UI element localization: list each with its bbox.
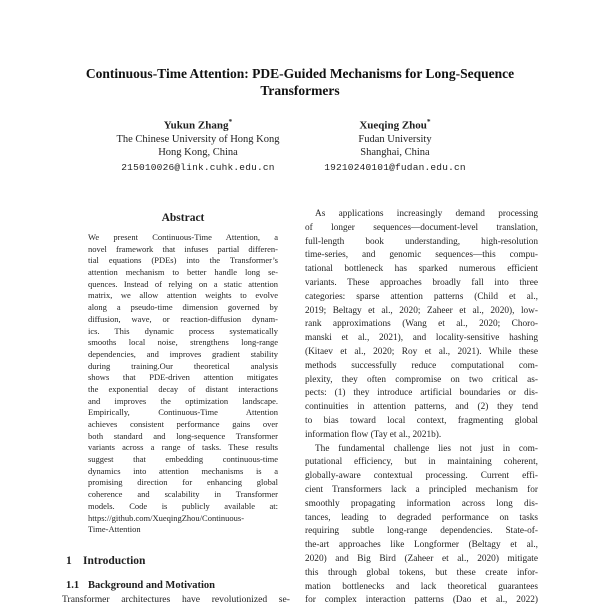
- text-line: along a pseudo-time dimension governed by: [88, 302, 278, 313]
- text-line: coherence and scalability in Transformer: [88, 489, 278, 500]
- text-line: information flow (Tay et al., 2021b).: [305, 429, 442, 440]
- author-name: [275, 115, 515, 133]
- text-line: and improves the optimization landscape.: [88, 395, 278, 406]
- text-line: achieves consistent performance gains over: [88, 419, 278, 429]
- author-name-text: Xueqing Zhou: [359, 119, 427, 132]
- text-line: diffusion, wave, or reaction-diffusion dynam-: [88, 313, 278, 324]
- text-line: categories: sparse attention patterns (Child et al.,: [305, 291, 538, 302]
- text-line: tances, leading to degraded performance on tasks: [305, 512, 538, 523]
- paper-title-line-2: Transformers: [260, 83, 340, 98]
- text-line: promising direction for enhancing global: [88, 477, 278, 488]
- text-line: suggest that embedding continuous-time: [88, 454, 278, 465]
- text-line: smoothly propagating information across long dis-: [305, 498, 538, 509]
- paragraph: [88, 232, 278, 536]
- text-line: variants. These approaches broadly fall into three: [305, 277, 538, 288]
- paragraph: [305, 443, 538, 608]
- text-line: https://github.com/XueqingZhou/Continuous-: [88, 512, 245, 523]
- text-line: for complex interaction patterns (Dao et al., 2022): [305, 595, 538, 606]
- text-line: matrix, we allow attention weights to evolve: [88, 290, 278, 301]
- text-line: models. Code is publicly available at:: [88, 500, 278, 511]
- text-line: rank approximations (Wang et al., 2020; Choro-: [305, 319, 538, 330]
- text-line: 2019; Beltagy et al., 2020; Zaheer et al., 2020), low-: [305, 305, 538, 316]
- author-email: 19210240101@fudan.edu.cn: [324, 161, 466, 173]
- paragraph: [305, 208, 538, 443]
- text-line: dynamics into attention mechanisms is a: [88, 465, 278, 476]
- text-line: to bias toward local context, fragmenting global: [305, 415, 538, 426]
- section-title: Introduction: [83, 554, 146, 567]
- text-line: dependencies, and improves gradient stability: [88, 348, 278, 359]
- text-line: pects: (1) they introduce artificial boundaries or dis-: [305, 388, 538, 399]
- subsection-number: 1.1: [66, 579, 80, 591]
- author-block-2: [275, 115, 515, 175]
- text-line: putational efficiency, but in maintaining coherent,: [305, 457, 538, 468]
- text-line: novel framework that infuses partial differen-: [88, 243, 278, 254]
- abstract-body: [88, 232, 278, 536]
- text-line: full-length book understanding, high-resolution: [305, 236, 538, 247]
- text-line: tational bottleneck has sparked numerous efficient: [305, 264, 538, 275]
- text-line: cient Transformers lack a principled mechanism for: [305, 484, 538, 495]
- text-line: plexity, they often compromise on two critical as-: [305, 374, 538, 385]
- text-line: Empirically, Continuous-Time Attention: [88, 407, 278, 418]
- text-line: requiring subtle long-range dependencies. State-of-: [305, 526, 538, 537]
- author-affiliation: The Chinese University of Hong Kong: [116, 133, 280, 145]
- text-line: As applications increasingly demand processing: [315, 209, 538, 219]
- section-number: 1: [66, 554, 72, 567]
- text-line: We present Continuous-Time Attention, a: [88, 232, 278, 242]
- text-line: manski et al., 2021), and locality-sensitive hashing: [305, 333, 538, 344]
- text-line: tial equations (PDEs) into the Transformer’s: [88, 255, 278, 266]
- right-column: [305, 208, 538, 608]
- text-line: 2020) and Big Bird (Zaheer et al., 2020) mitigate: [305, 553, 538, 564]
- author-affiliation: Fudan University: [358, 133, 432, 145]
- paper-title: [0, 65, 600, 99]
- left-column: [62, 211, 290, 607]
- author-footnote-mark: *: [228, 117, 233, 126]
- text-line: smooths local noise, strengthens long-range: [88, 337, 278, 348]
- text-line: Time-Attention: [88, 524, 141, 535]
- text-line: during training.Our theoretical analysis: [88, 360, 278, 371]
- text-line: variants across a range of tasks. These results: [88, 442, 278, 453]
- subsection-title: Background and Motivation: [88, 579, 215, 591]
- author-email: 215010026@link.cuhk.edu.cn: [121, 161, 275, 173]
- text-line: both standard and long-sequence Transformer: [88, 430, 278, 441]
- subsection-heading-background: [62, 579, 290, 592]
- text-line: the-art approaches like Longformer (Beltagy et al.,: [305, 540, 538, 551]
- text-line: this through global tokens, but these create infor-: [305, 567, 538, 578]
- text-line: The fundamental challenge lies not just in com-: [315, 443, 538, 454]
- text-line: mation bottlenecks and lack theoretical guarantees: [305, 581, 538, 592]
- text-line: methods successfully reduce computational com-: [305, 360, 538, 371]
- author-name-text: Yukun Zhang: [163, 119, 229, 132]
- text-line: continuities in attention patterns, and (2) they tend: [305, 402, 538, 413]
- text-line: globally-aware contextual processing. Current effi-: [305, 471, 538, 482]
- text-line: time-series, and genomic sequences—this compu-: [305, 250, 538, 261]
- text-line: the exponential decay of distant interactions: [88, 383, 278, 394]
- text-line: Transformer architectures have revolutionized se-: [62, 593, 290, 605]
- paper-title-line-1: Continuous-Time Attention: PDE-Guided Mechanisms for Long-Sequence: [85, 66, 515, 81]
- author-location: Shanghai, China: [360, 147, 430, 159]
- text-line: (Kitaev et al., 2020; Roy et al., 2021). While these: [305, 346, 538, 357]
- paragraph: [62, 593, 290, 607]
- left-column-body: [62, 593, 290, 607]
- section-heading-introduction: [62, 554, 290, 568]
- author-location: Hong Kong, China: [158, 147, 238, 159]
- text-line: shows that PDE-driven attention mitigates: [88, 372, 278, 383]
- text-line: ics. This dynamic process systematically: [88, 325, 278, 336]
- text-line: of longer sequences—document-level translation,: [305, 222, 538, 233]
- abstract-heading: Abstract: [161, 212, 205, 224]
- author-footnote-mark: *: [426, 117, 431, 126]
- text-line: attention mechanism to better handle long se-: [88, 267, 278, 278]
- text-line: quences. Instead of relying on a static attention: [88, 278, 278, 289]
